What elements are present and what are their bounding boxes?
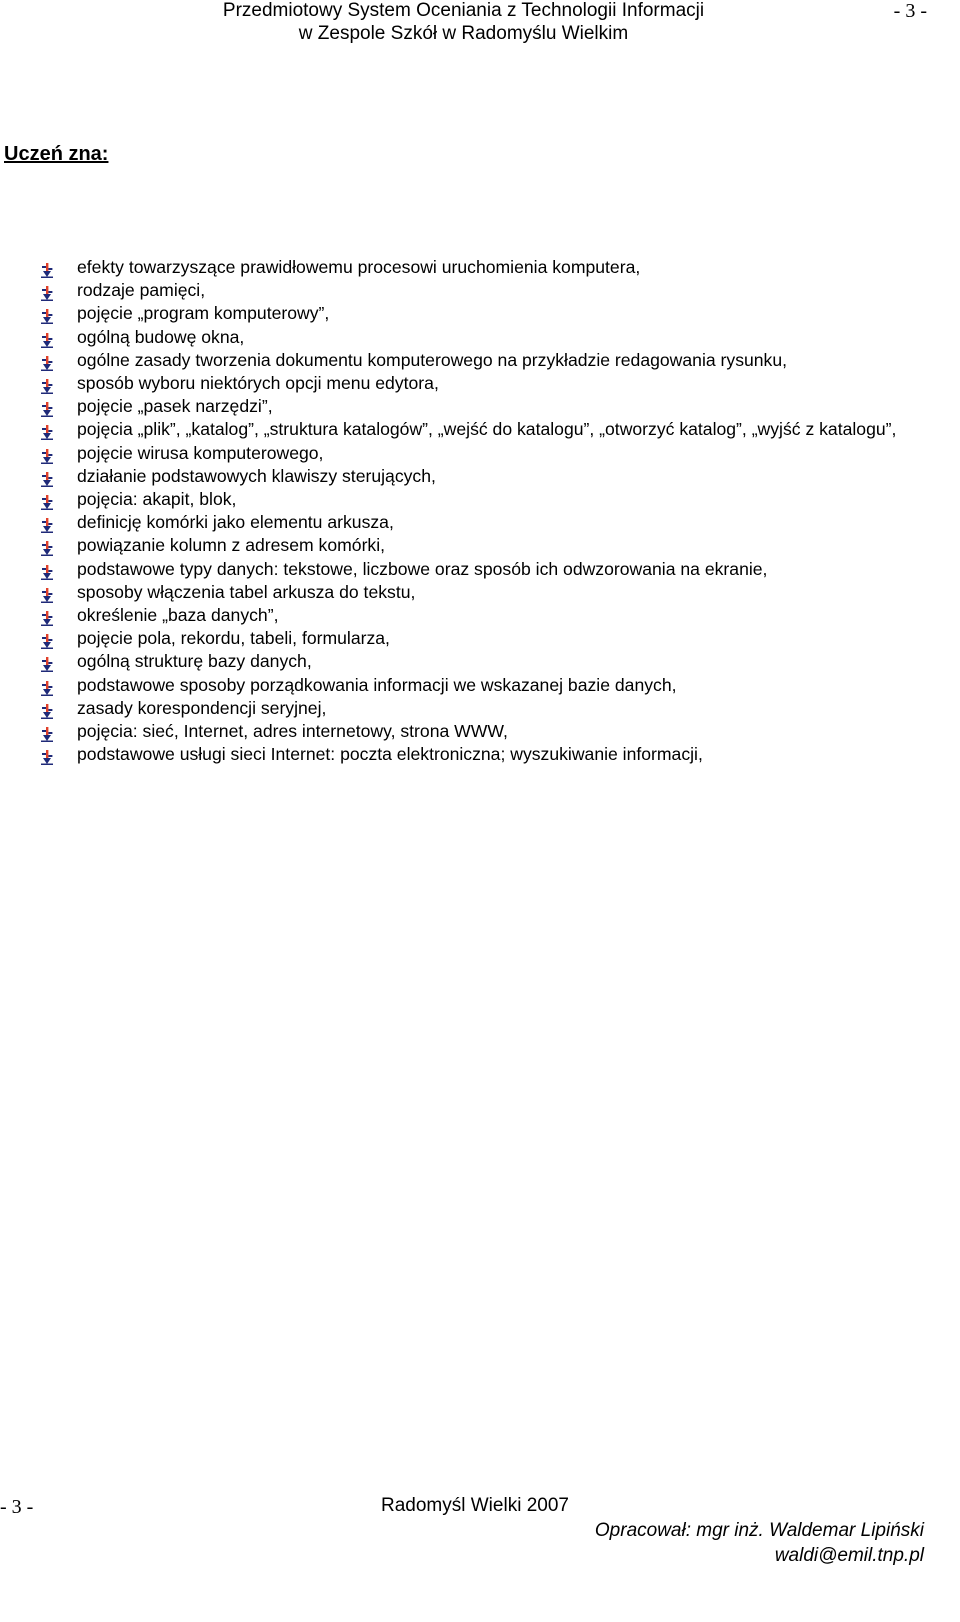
footer-author: Opracował: mgr inż. Waldemar Lipiński <box>594 1520 924 1541</box>
list-item-text: pojęcie wirusa komputerowego, <box>77 442 324 463</box>
arrow-bullet-icon <box>40 331 54 346</box>
list-item <box>0 279 930 302</box>
list-item-text: pojęcie pola, rekordu, tabeli, formularza, <box>77 628 390 649</box>
list-item <box>0 349 930 372</box>
header-title-line2: w Zespole Szkół w Radomyślu Wielkim <box>298 23 629 44</box>
arrow-bullet-icon <box>40 354 54 369</box>
list-item <box>0 604 930 627</box>
knowledge-list <box>0 256 930 766</box>
list-item <box>0 697 930 720</box>
list-item-text: ogólną budowę okna, <box>77 326 245 347</box>
arrow-bullet-icon <box>40 563 54 578</box>
arrow-bullet-icon <box>40 400 54 415</box>
list-item <box>0 372 930 395</box>
list-item <box>0 534 930 557</box>
list-item <box>0 395 930 418</box>
list-item <box>0 442 930 465</box>
list-item <box>0 674 930 697</box>
arrow-bullet-icon <box>40 539 54 554</box>
list-item-text: ogólne zasady tworzenia dokumentu komputerowego na przykładzie redagowania rysunku, <box>77 349 788 370</box>
arrow-bullet-icon <box>40 307 54 322</box>
arrow-bullet-icon <box>40 725 54 740</box>
arrow-bullet-icon <box>40 516 54 531</box>
list-item <box>0 627 930 650</box>
arrow-bullet-icon <box>40 423 54 438</box>
list-item-text: sposoby włączenia tabel arkusza do tekstu, <box>77 581 416 602</box>
list-item <box>0 326 930 349</box>
list-item-text: pojęcia: akapit, blok, <box>77 489 237 510</box>
list-item-text: ogólną strukturę bazy danych, <box>77 651 312 672</box>
list-item <box>0 511 930 534</box>
list-item-text: pojęcia „plik”, „katalog”, „struktura katalogów”, „wejść do katalogu”, „otworzyć katalog”, „wyjść z katalogu”, <box>77 419 897 440</box>
arrow-bullet-icon <box>40 655 54 670</box>
footer-email: waldi@emil.tnp.pl <box>774 1545 924 1566</box>
arrow-bullet-icon <box>40 284 54 299</box>
arrow-bullet-icon <box>40 679 54 694</box>
list-item <box>0 488 930 511</box>
list-item-text: pojęcie „pasek narzędzi”, <box>77 396 273 417</box>
list-item <box>0 465 930 488</box>
list-item-text: definicję komórki jako elementu arkusza, <box>77 512 394 533</box>
arrow-bullet-icon <box>40 586 54 601</box>
header-page-number: - 3 - <box>893 0 927 22</box>
arrow-bullet-icon <box>40 470 54 485</box>
list-item-text: określenie „baza danych”, <box>77 605 279 626</box>
list-item-text: zasady korespondencji seryjnej, <box>77 697 327 718</box>
arrow-bullet-icon <box>40 377 54 392</box>
list-item-text: sposób wyboru niektórych opcji menu edytora, <box>77 373 439 394</box>
list-item <box>0 302 930 325</box>
list-item-text: podstawowe usługi sieci Internet: poczta elektroniczna; wyszukiwanie informacji, <box>77 744 703 765</box>
arrow-bullet-icon <box>40 748 54 763</box>
list-item <box>0 720 930 743</box>
list-item <box>0 743 930 766</box>
list-item-text: podstawowe typy danych: tekstowe, liczbowe oraz sposób ich odwzorowania na ekranie, <box>77 558 768 579</box>
list-item <box>0 418 930 441</box>
arrow-bullet-icon <box>40 609 54 624</box>
list-item-text: rodzaje pamięci, <box>77 280 206 301</box>
arrow-bullet-icon <box>40 632 54 647</box>
arrow-bullet-icon <box>40 493 54 508</box>
list-item <box>0 256 930 279</box>
arrow-bullet-icon <box>40 261 54 276</box>
arrow-bullet-icon <box>40 702 54 717</box>
list-item-text: podstawowe sposoby porządkowania informacji we wskazanej bazie danych, <box>77 674 677 695</box>
list-item <box>0 650 930 673</box>
list-item-text: pojęcie „program komputerowy”, <box>77 303 330 324</box>
header-title-line1: Przedmiotowy System Oceniania z Technologii Informacji <box>222 0 705 21</box>
list-item-text: działanie podstawowych klawiszy sterujących, <box>77 465 436 486</box>
list-item-text: efekty towarzyszące prawidłowemu procesowi uruchomienia komputera, <box>77 257 641 277</box>
list-item-text: powiązanie kolumn z adresem komórki, <box>77 535 386 556</box>
list-item <box>0 581 930 604</box>
arrow-bullet-icon <box>40 447 54 462</box>
list-item <box>0 558 930 581</box>
section-heading: Uczeń zna: <box>4 143 109 165</box>
list-item-text: pojęcia: sieć, Internet, adres internetowy, strona WWW, <box>77 721 508 742</box>
footer-page-number: - 3 - <box>0 1496 34 1518</box>
footer-place-year: Radomyśl Wielki 2007 <box>381 1495 569 1516</box>
